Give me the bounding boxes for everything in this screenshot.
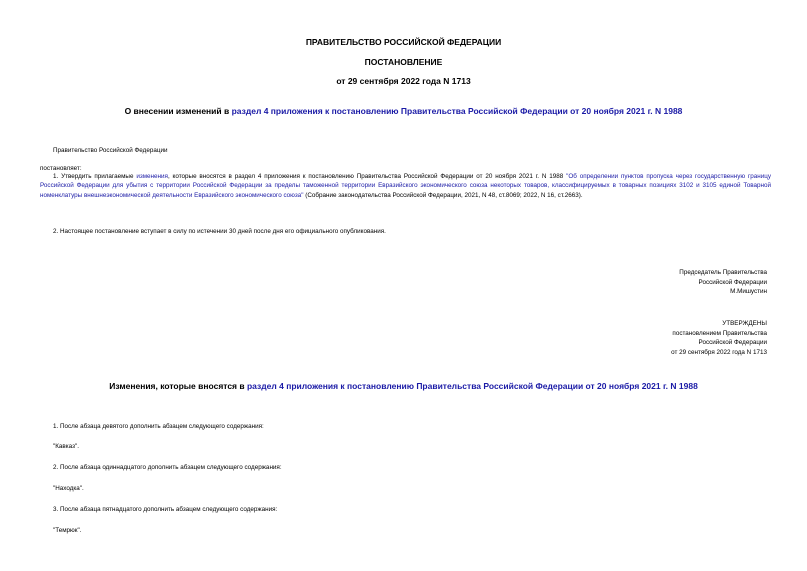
changes-title-prefix: Изменения, которые вносятся в	[109, 381, 247, 391]
signature-position: Председатель Правительства	[679, 269, 767, 276]
item-1-text-a: 1. Утвердить прилагаемые	[53, 173, 137, 180]
item-1-paragraph	[40, 172, 771, 200]
changes-link[interactable]: изменения	[136, 173, 168, 180]
changes-title	[0, 381, 807, 391]
change-item-1-text: "Кавказ".	[53, 443, 79, 450]
document-type: ПОСТАНОВЛЕНИЕ	[364, 57, 443, 67]
document-title	[0, 106, 807, 116]
decrees-text: постановляет:	[40, 165, 82, 172]
item-1-text-c: (Собрание законодательства Российской Федерации, 2021, N 48, ст.8069; 2022, N 16, ст.2663).	[303, 191, 583, 199]
signature-block	[679, 268, 767, 297]
change-item-2: 2. После абзаца одиннадцатого дополнить абзацем следующего содержания:	[53, 464, 282, 471]
approval-heading: УТВЕРЖДЕНЫ	[722, 320, 767, 327]
change-item-1: 1. После абзаца девятого дополнить абзацем следующего содержания:	[53, 423, 264, 430]
approval-line-4: от 29 сентября 2022 года N 1713	[671, 348, 767, 356]
signature-name: М.Мишустин	[730, 288, 767, 296]
issuer-text: Правительство Российской Федерации	[53, 147, 168, 154]
change-item-2-text: "Находка".	[53, 485, 84, 492]
changes-title-link[interactable]: раздел 4 приложения к постановлению Правительства Российской Федерации от 20 ноября 2021 г. N 1988	[246, 381, 698, 391]
change-item-3: 3. После абзаца пятнадцатого дополнить абзацем следующего содержания:	[53, 506, 278, 513]
item-2-paragraph: 2. Настоящее постановление вступает в силу по истечении 30 дней после дня его официального опубликования.	[53, 228, 386, 235]
government-heading: ПРАВИТЕЛЬСТВО РОССИЙСКОЙ ФЕДЕРАЦИИ	[305, 37, 502, 47]
approval-block	[671, 319, 767, 357]
signature-country: Российской Федерации	[698, 278, 767, 286]
document-date-number: от 29 сентября 2022 года N 1713	[336, 76, 471, 86]
approval-line-2: постановлением Правительства	[672, 329, 767, 337]
approval-line-3: Российской Федерации	[698, 339, 767, 347]
decree-title-link[interactable]: "Об определении пунктов пропуска через государственную границу Российской Федерации для убытия с территории Российской Федерации за пределы таможенной территории Евразийского экономического союза некоторых товаров, классифицируемых в товарных позициях 3102 и 3105 единой Товарной номенклатуры внешнеэкономической деятельности Евразийского экономического союза"	[40, 173, 772, 199]
title-prefix: О внесении изменений в	[124, 106, 232, 116]
change-item-3-text: "Темрюк".	[53, 527, 82, 534]
item-1-text-b: , которые вносятся в раздел 4 приложения к постановлению Правительства Российской Федерации от 20 ноября 2021 г. N 1988	[167, 173, 567, 180]
title-link[interactable]: раздел 4 приложения к постановлению Правительства Российской Федерации от 20 ноября 2021 г. N 1988	[231, 106, 683, 116]
